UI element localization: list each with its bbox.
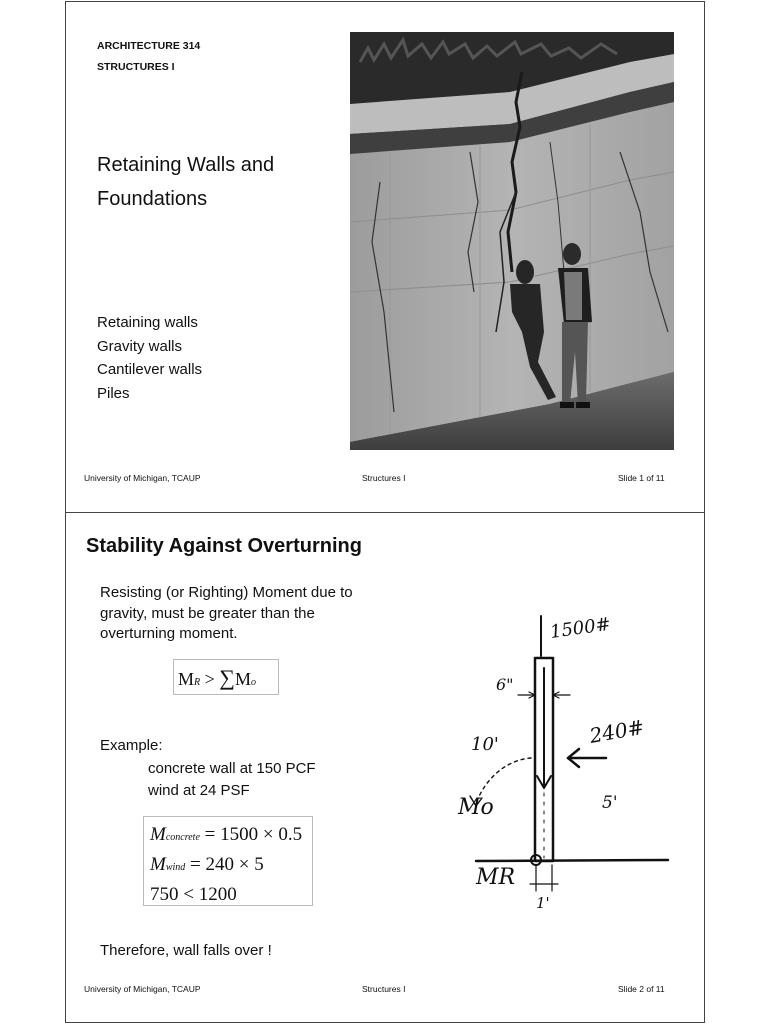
formula-rhs: M <box>234 669 251 689</box>
example-item: concrete wall at 150 PCF <box>148 760 316 777</box>
retaining-wall-photo <box>350 32 674 450</box>
example-item: wind at 24 PSF <box>148 782 250 799</box>
conclusion-text: Therefore, wall falls over ! <box>100 942 272 959</box>
topic-item: Piles <box>97 384 130 402</box>
footer-institution: University of Michigan, TCAUP <box>84 984 201 994</box>
calc-expr: = 1500 × 0.5 <box>204 824 303 845</box>
calc-sub: concrete <box>165 832 200 843</box>
course-name: STRUCTURES I <box>97 61 175 73</box>
title-line-2: Foundations <box>97 188 208 210</box>
course-code: ARCHITECTURE 314 <box>97 40 201 52</box>
footer-course: Structures I <box>362 473 406 483</box>
example-label: Example: <box>100 737 163 754</box>
intro-text <box>100 583 353 645</box>
top-load-label: 1500# <box>548 613 612 643</box>
formula-lhs: M <box>178 669 195 689</box>
slide-2 <box>65 512 705 1023</box>
calc-var: M <box>150 824 166 845</box>
thickness-label: 6" <box>496 675 514 694</box>
calc-line-2 <box>150 851 306 881</box>
title-line-1: Retaining Walls and <box>97 154 275 176</box>
slide-1 <box>65 1 705 513</box>
wind-load-label: 240# <box>587 714 646 748</box>
footer-slide-number: Slide 2 of 11 <box>618 984 665 994</box>
example-list <box>148 758 316 802</box>
intro-line: overturning moment. <box>100 625 238 642</box>
formula-op: > <box>204 669 215 689</box>
formula-lhs-sub: R <box>194 677 201 688</box>
slide-title <box>97 148 337 216</box>
calc-sub: wind <box>165 862 186 873</box>
resisting-moment-label: MR <box>476 865 516 890</box>
wall-sketch-diagram <box>436 608 696 938</box>
topic-item: Gravity walls <box>97 337 183 355</box>
height-label: 10' <box>471 734 499 755</box>
retaining-wall-photo-drawing <box>350 32 674 450</box>
calc-expr: = 240 × 5 <box>190 854 264 875</box>
topic-list <box>97 311 202 405</box>
calc-var: M <box>150 854 166 875</box>
topic-item: Retaining walls <box>97 314 198 331</box>
topic-item: Cantilever walls <box>97 361 203 378</box>
footer-institution: University of Michigan, TCAUP <box>84 473 201 483</box>
intro-line: gravity, must be greater than the <box>100 604 315 622</box>
footer-slide-number: Slide 1 of 11 <box>618 473 665 483</box>
load-height-label: 5' <box>602 793 618 813</box>
calc-line-3: 750 < 1200 <box>150 884 237 905</box>
formula-sum: ∑ <box>219 665 235 690</box>
formula-rhs-sub: o <box>250 677 256 688</box>
calc-line-1 <box>150 821 306 851</box>
base-dimension-label: 1' <box>536 894 550 912</box>
footer-course: Structures I <box>362 984 406 994</box>
calculation-box <box>143 816 313 906</box>
overturning-moment-label: Mo <box>458 795 494 820</box>
intro-line: Resisting (or Righting) Moment due to <box>100 584 353 601</box>
moment-inequality-formula <box>173 659 279 695</box>
slide-heading: Stability Against Overturning <box>86 535 362 557</box>
